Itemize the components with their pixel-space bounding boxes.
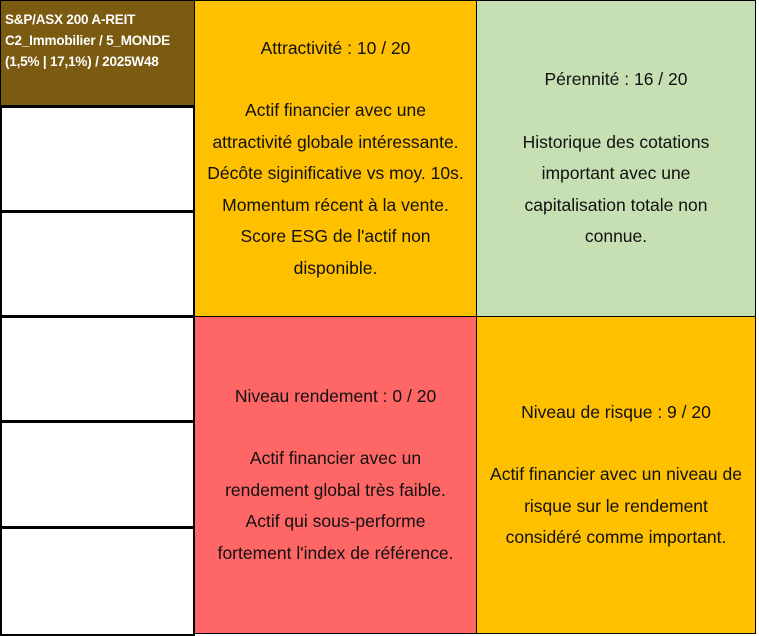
rendement-title: Niveau rendement : 0 / 20 xyxy=(234,385,437,406)
rendement-panel xyxy=(194,316,477,634)
perennite-line: connue. xyxy=(584,226,648,247)
perennite-panel xyxy=(476,0,756,317)
asset-weights-week: (1,5% | 17,1%) / 2025W48 xyxy=(5,54,159,69)
empty-cell-4 xyxy=(0,421,195,528)
attractivite-line: attractivité globale intéressante. xyxy=(212,131,459,152)
attractivite-line: Momentum récent à la vente. xyxy=(222,194,449,215)
risque-panel xyxy=(476,316,756,634)
risque-line: risque sur le rendement xyxy=(524,495,708,516)
perennite-line: capitalisation totale non xyxy=(524,194,708,215)
rendement-line: Actif qui sous-performe xyxy=(245,511,426,532)
empty-cell-3 xyxy=(0,316,195,422)
empty-cell-2 xyxy=(0,211,195,317)
attractivite-title: Attractivité : 10 / 20 xyxy=(260,37,411,58)
empty-cell-1 xyxy=(0,106,195,212)
attractivite-line: disponible. xyxy=(293,257,378,278)
risque-line: considéré comme important. xyxy=(505,527,727,547)
risque-line: Actif financier avec un niveau de xyxy=(490,464,742,484)
asset-category: C2_Immobilier / 5_MONDE xyxy=(5,33,170,48)
risque-title: Niveau de risque : 9 / 20 xyxy=(521,401,711,422)
perennite-line: important avec une xyxy=(541,163,691,184)
attractivite-line: Décôte siginificative vs moy. 10s. xyxy=(207,163,464,184)
asset-header xyxy=(0,0,195,106)
rendement-line: Actif financier avec un xyxy=(249,448,422,469)
asset-name: S&P/ASX 200 A-REIT xyxy=(5,12,136,27)
rendement-line: rendement global très faible. xyxy=(225,479,446,500)
perennite-title: Pérennité : 16 / 20 xyxy=(544,69,688,90)
rendement-line: fortement l'index de référence. xyxy=(217,542,454,563)
empty-cell-5 xyxy=(0,527,195,636)
attractivite-line: Score ESG de l'actif non xyxy=(240,226,431,247)
attractivite-panel xyxy=(194,0,477,317)
attractivite-line: Actif financier avec une xyxy=(245,100,426,121)
perennite-line: Historique des cotations xyxy=(522,131,710,152)
